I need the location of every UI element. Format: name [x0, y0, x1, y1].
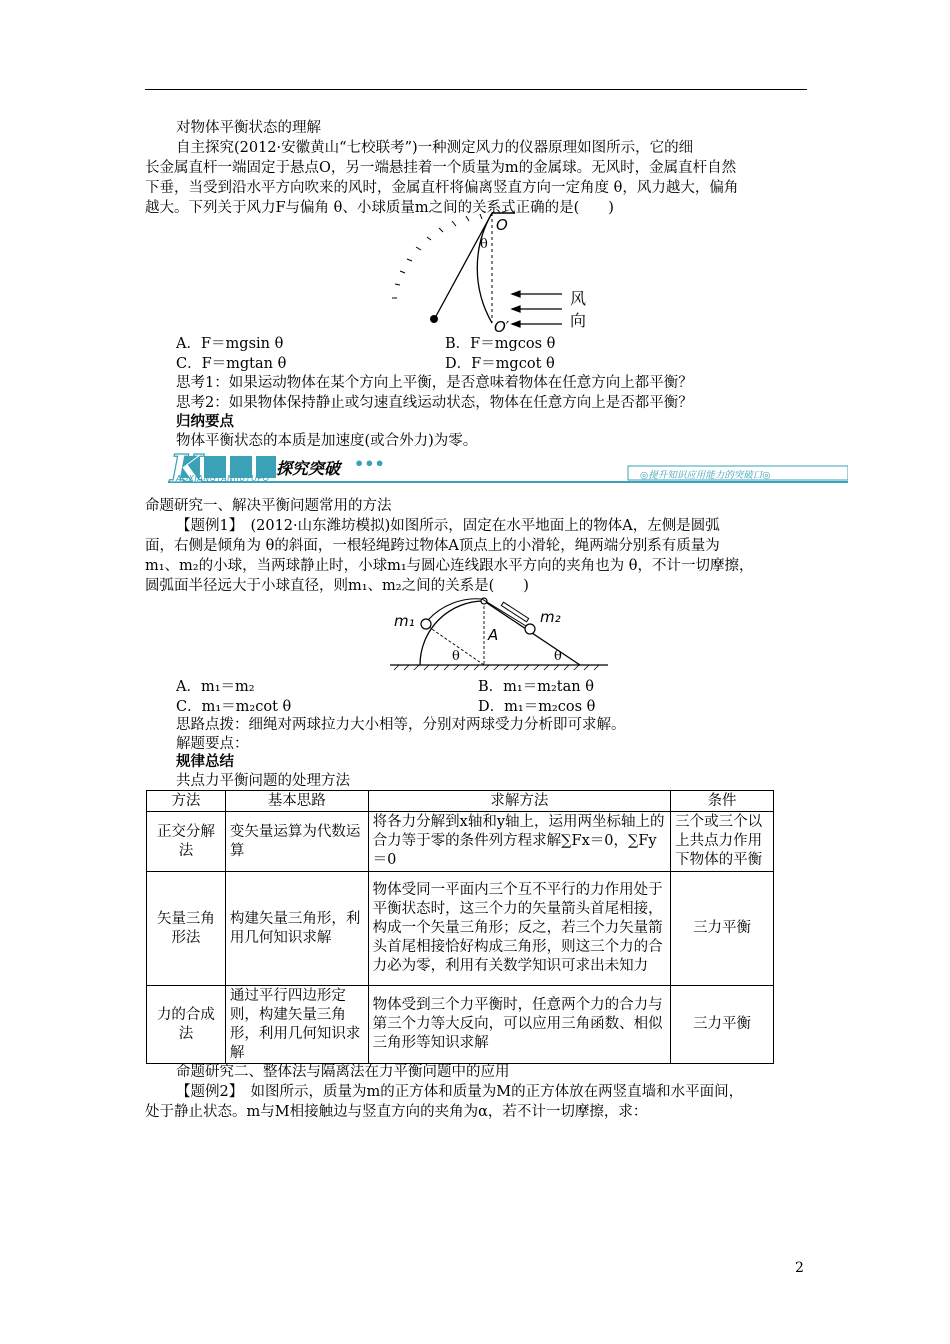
rod [435, 213, 492, 318]
label-A: A [488, 626, 499, 644]
q1-line-4: 越大。下列关于风力F与偏角 θ、小球质量m之间的关系式正确的是( ) [145, 200, 614, 216]
ball-m1 [421, 619, 431, 629]
q1-option-d: D．F＝mgcot θ [445, 356, 555, 372]
example2-line-2: 处于静止状态。m与M相接触边与竖直方向的夹角为α，若不计一切摩擦，求： [145, 1104, 648, 1120]
table-header: 条件 [671, 791, 774, 812]
hint: 思路点拨：细绳对两球拉力大小相等，分别对两球受力分析即可求解。 [176, 717, 626, 733]
header-rule [145, 89, 807, 90]
table-cell: 三个或三个以上共点力作用下物体的平衡 [671, 812, 774, 872]
label-theta: θ [480, 237, 488, 252]
example1-option-c: C．m₁＝m₂cot θ [176, 699, 292, 715]
example1-option-d: D．m₁＝m₂cos θ [478, 699, 596, 715]
banner-slogan: ◎提升知识应用能力的突破口◎ [640, 470, 771, 481]
example1-line-2: 面，右侧是倾角为 θ的斜面，一根轻绳跨过物体A顶点上的小滑轮，绳两端分别系有质量为 [145, 538, 720, 554]
table-cell: 构建矢量三角形，利用几何知识求解 [225, 872, 368, 986]
banner-letter-k: K [170, 446, 204, 491]
think-2: 思考2：如果物体保持静止或匀速直线运动状态，物体在任意方向上是否都平衡？ [176, 395, 693, 411]
wind-arrows [512, 291, 562, 327]
table-header-row [147, 791, 774, 812]
rule-heading: 规律总结 [176, 754, 234, 770]
think-1: 思考1：如果运动物体在某个方向上平衡，是否意味着物体在任意方向上都平衡？ [176, 375, 693, 391]
example2-line-1: 【题例2】 如图所示，质量为m的正方体和质量为M的正方体放在两竖直墙和水平面间， [176, 1084, 744, 1100]
wind-label-1: 风 [570, 289, 587, 308]
metal-ball [430, 315, 438, 323]
table-cell: 物体受到三个力平衡时，任意两个力的合力与第三个力等大反向，可以应用三角函数、相似三角形等知识求解 [368, 986, 670, 1064]
summary-text: 物体平衡状态的本质是加速度(或合外力)为零。 [176, 433, 478, 449]
table-cell: 力的合成法 [147, 986, 226, 1064]
research1-heading: 命题研究一、解决平衡问题常用的方法 [145, 498, 392, 514]
banner-title: 探究突破 [276, 459, 341, 478]
q1-option-c: C．F＝mgtan θ [176, 356, 287, 372]
table-row [147, 872, 774, 986]
q1-option-a: A．F＝mgsin θ [176, 336, 284, 352]
research2-heading: 命题研究二、整体法与隔离法在力平衡问题中的应用 [176, 1064, 510, 1080]
solution-points: 解题要点： [176, 736, 249, 752]
section-banner [168, 446, 848, 491]
label-O: O [496, 216, 508, 234]
object-a-figure [390, 592, 610, 672]
table-cell: 变矢量运算为代数运算 [225, 812, 368, 872]
table-cell: 三力平衡 [671, 986, 774, 1064]
label-O-prime: O′ [494, 318, 510, 336]
table-cell: 物体受同一平面内三个互不平行的力作用处于平衡状态时，这三个力的矢量箭头首尾相接，构成一个矢量三角形；反之，若三个力矢量箭头首尾相接恰好构成三角形，则这三个力的合力必为零，利用有关数学知识可求出未知力 [368, 872, 670, 986]
scale-arc [477, 213, 492, 323]
example1-line-1: 【题例1】 (2012·山东潍坊模拟)如图所示，固定在水平地面上的物体A，左侧是圆弧 [176, 518, 720, 534]
q1-line-1: 自主探究(2012·安徽黄山“七校联考”)一种测定风力的仪器原理如图所示，它的细 [176, 140, 694, 156]
example1-line-3: m₁、m₂的小球，当两球静止时，小球m₁与圆心连线跟水平方向的夹角也为 θ，不计一切摩擦， [145, 558, 754, 574]
example1-option-a: A．m₁＝m₂ [176, 679, 255, 695]
table-header: 基本思路 [225, 791, 368, 812]
ground-hatch [394, 665, 599, 670]
label-m2: m₂ [540, 608, 561, 626]
q1-option-b: B．F＝mgcos θ [445, 336, 556, 352]
table-header: 求解方法 [368, 791, 670, 812]
table-cell: 将各力分解到x轴和y轴上，运用两坐标轴上的合力等于零的条件列方程求解∑Fx＝0，∑Fy＝0 [368, 812, 670, 872]
table-cell: 三力平衡 [671, 872, 774, 986]
banner-pinyin: AOXIANGTANJIUTUPO [176, 474, 270, 483]
label-m1: m₁ [394, 612, 415, 630]
table-cell: 正交分解法 [147, 812, 226, 872]
banner-dots: ••• [354, 454, 385, 473]
page-number: 2 [795, 1260, 804, 1276]
ball-m2 [525, 624, 535, 634]
example1-line-4: 圆弧面半径远大于小球直径，则m₁、m₂之间的关系是( ) [145, 578, 529, 594]
label-theta-right: θ [554, 649, 562, 664]
table-cell: 矢量三角形法 [147, 872, 226, 986]
q1-line-3: 下垂，当受到沿水平方向吹来的风时，金属直杆将偏离竖直方向一定角度 θ，风力越大，偏角 [145, 180, 739, 196]
wind-label-2: 向 [570, 311, 587, 330]
example1-option-b: B．m₁＝m₂tan θ [478, 679, 594, 695]
summary-heading: 归纳要点 [176, 414, 234, 430]
table-row [147, 812, 774, 872]
label-theta-left: θ [452, 649, 460, 664]
methods-table [146, 790, 774, 1064]
table-header: 方法 [147, 791, 226, 812]
table-cell: 通过平行四边形定则，构建矢量三角形，利用几何知识求解 [225, 986, 368, 1064]
section-title: 对物体平衡状态的理解 [176, 120, 321, 136]
table-row [147, 986, 774, 1064]
wind-gauge-figure [380, 208, 620, 338]
table-caption: 共点力平衡问题的处理方法 [176, 773, 350, 789]
q1-line-2: 长金属直杆一端固定于悬点O，另一端悬挂着一个质量为m的金属球。无风时，金属直杆自然 [145, 160, 737, 176]
